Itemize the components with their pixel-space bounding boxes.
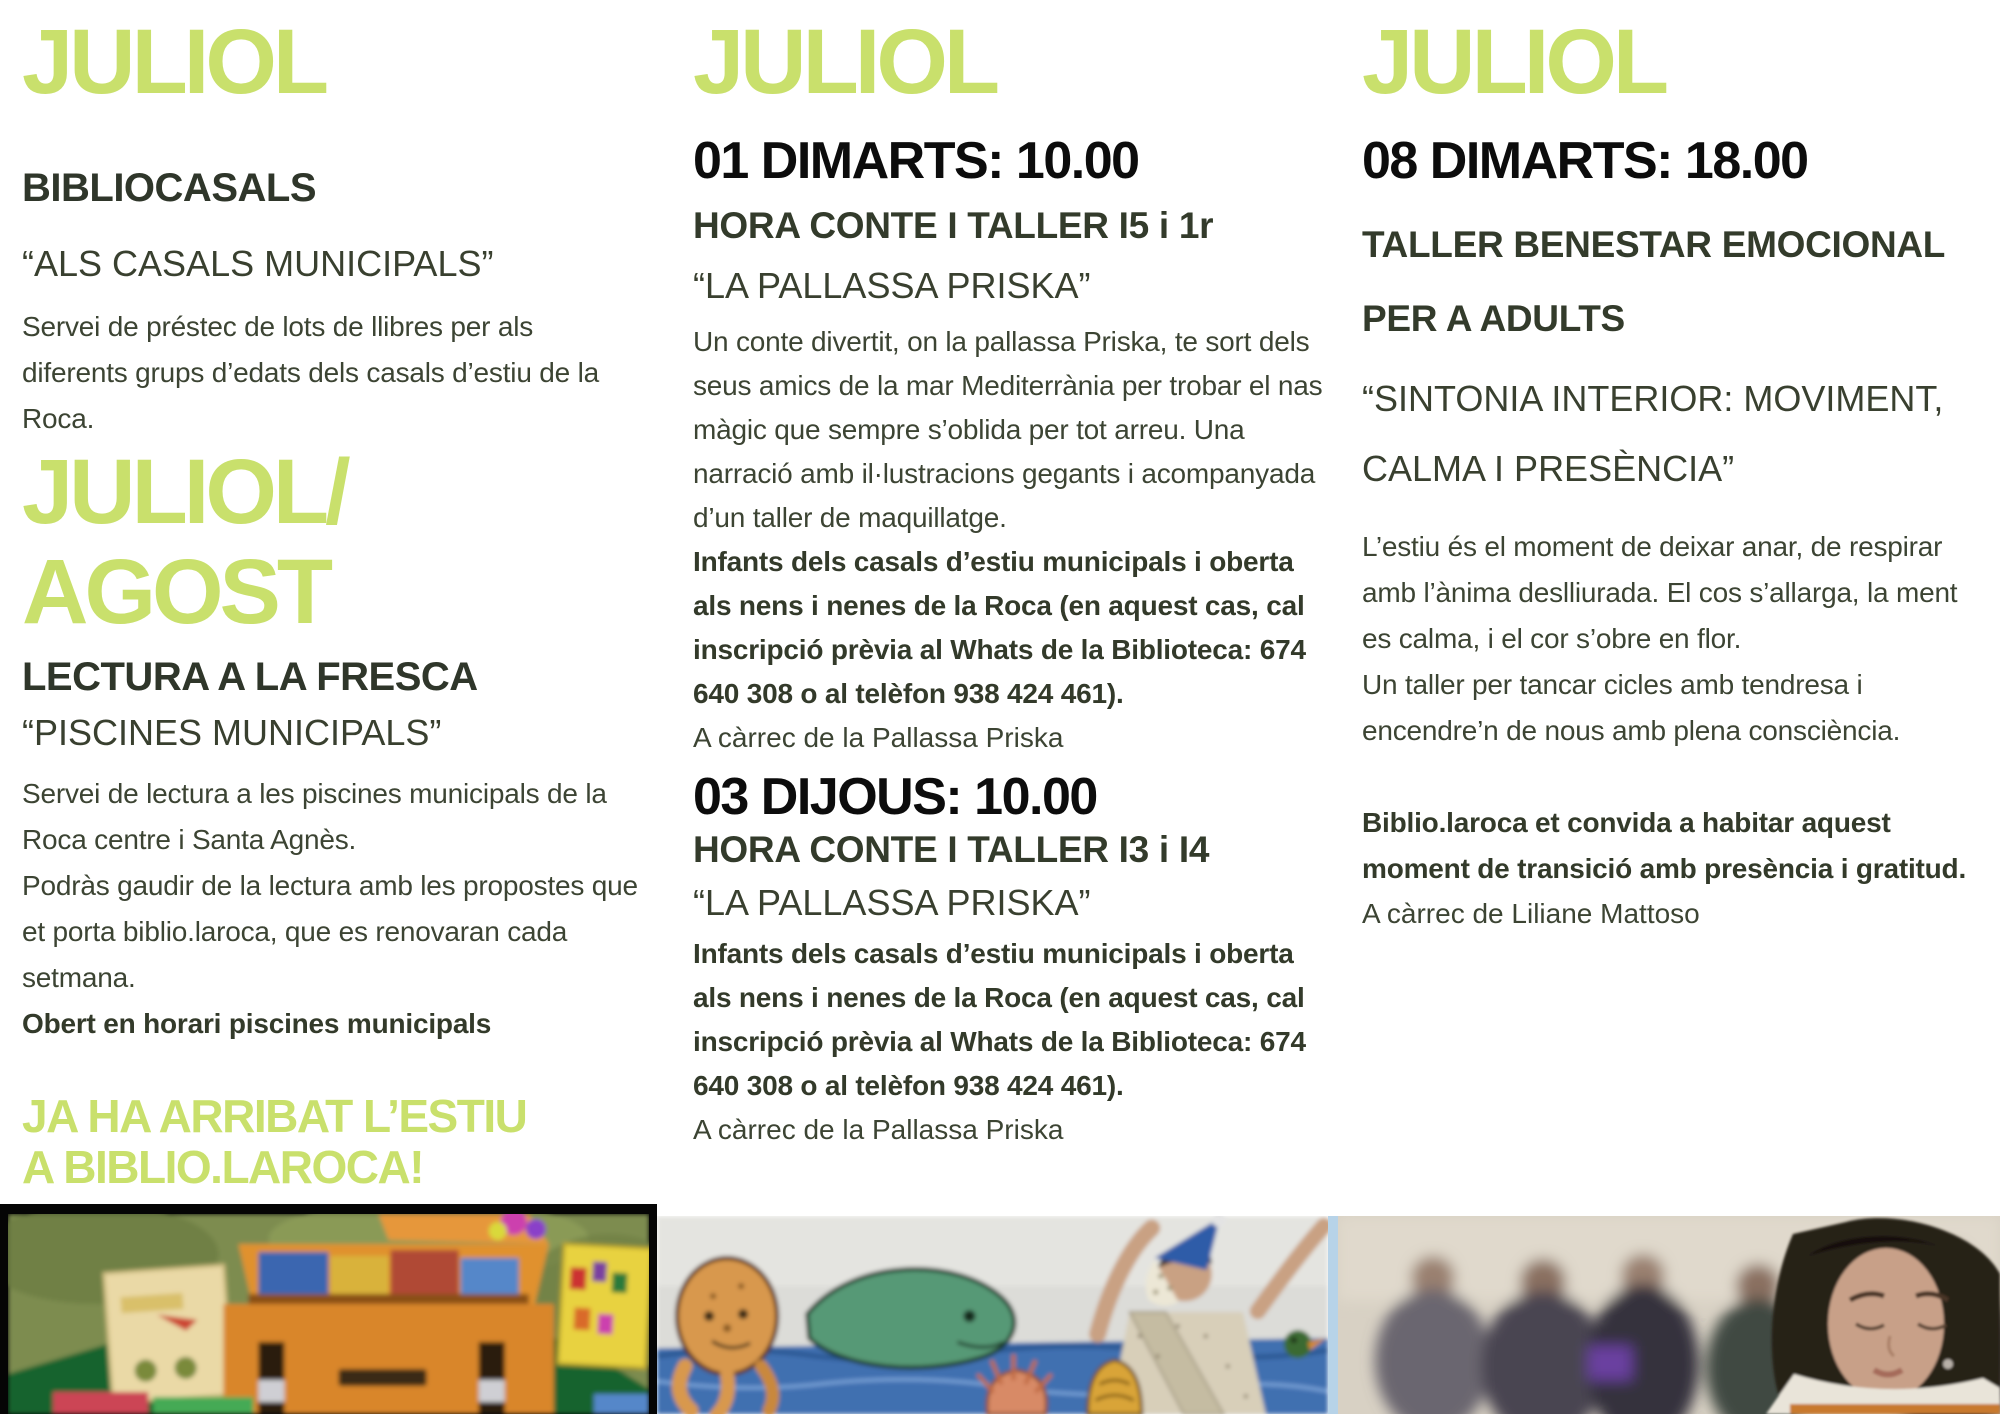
photo-taller-benestar <box>1328 1216 2000 1414</box>
photo-divider-stripe <box>1328 1216 1338 1414</box>
event-1-datetime: 01 DIMARTS: 10.00 <box>693 132 1139 191</box>
event-2-title: HORA CONTE I TALLER I3 i I4 <box>693 829 1210 871</box>
column-juliol-events-2 <box>1362 12 1982 936</box>
month-line-1: JULIOL/ <box>22 441 347 544</box>
event-3-description-1: L’estiu és el moment de deixar anar, de respirar amb l’ànima deslliurada. El cos s’allarga, la ment es calma, i el cor s’obre en flor. <box>1362 531 1958 655</box>
section-quote-als-casals: “ALS CASALS MUNICIPALS” <box>22 243 494 285</box>
books-box-grass-illustration <box>8 1214 649 1414</box>
month-heading-juliol-agost <box>22 442 642 643</box>
event-2-credit: A càrrec de la Pallassa Priska <box>693 1114 1064 1146</box>
photo-bibliocasals-books <box>0 1204 657 1414</box>
month-line-2: AGOST <box>22 541 330 644</box>
event-3-quote-line-2: CALMA I PRESÈNCIA” <box>1362 448 1735 490</box>
event-1-registration-info: Infants dels casals d’estiu municipals i oberta als nens i nenes de la Roca (en aquest cas, cal inscripció prèvia al Whats de la Biblioteca: 674 640 308 o al telèfon 938 424 461). <box>693 546 1306 710</box>
event-3-description-2: Un taller per tancar cicles amb tendresa i encendre’n de nous amb plena consciència. <box>1362 669 1901 747</box>
event-3-datetime: 08 DIMARTS: 18.00 <box>1362 132 1808 191</box>
month-heading: JULIOL <box>1362 11 1666 113</box>
section-body-bibliocasals: Servei de préstec de lots de llibres per als diferents grups d’edats dels casals d’estiu de la Roca. <box>22 311 599 435</box>
event-1-quote: “LA PALLASSA PRISKA” <box>693 265 1091 307</box>
event-2-registration-info: Infants dels casals d’estiu municipals i oberta als nens i nenes de la Roca (en aquest cas, cal inscripció prèvia al Whats de la Biblioteca: 674 640 308 o al telèfon 938 424 461). <box>693 938 1306 1102</box>
event-2-datetime: 03 DIJOUS: 10.00 <box>693 768 1097 827</box>
meditation-audience-illustration <box>1338 1216 2000 1414</box>
event-2-quote: “LA PALLASSA PRISKA” <box>693 881 1091 923</box>
month-heading: JULIOL <box>22 11 326 113</box>
event-3-quote <box>1362 364 1982 504</box>
photo-pallassa-priska <box>657 1216 1328 1414</box>
section-body-lectura-1: Servei de lectura a les piscines municipals de la Roca centre i Santa Agnès. <box>22 777 607 855</box>
section-quote-piscines: “PISCINES MUNICIPALS” <box>22 711 442 753</box>
column-juliol-events-1 <box>693 12 1338 1152</box>
section-bold-horari: Obert en horari piscines municipals <box>22 1007 492 1039</box>
event-1-description: Un conte divertit, on la pallassa Priska, te sort dels seus amics de la mar Mediterrània per trobar el nas màgic que sempre s’oblida per tot arreu. Una narració amb il·lustracions gegants i acompanyada d’un taller de maquillatge. <box>693 326 1323 534</box>
event-3-credit: A càrrec de Liliane Mattoso <box>1362 898 1700 930</box>
announcement-line-2: A BIBLIO.LAROCA! <box>22 1141 424 1194</box>
column-juliol-services <box>22 12 642 1194</box>
section-title-lectura-fresca: LECTURA A LA FRESCA <box>22 654 478 699</box>
section-title-bibliocasals: BIBLIOCASALS <box>22 166 316 211</box>
event-3-title-line-1: TALLER BENESTAR EMOCIONAL <box>1362 224 1946 266</box>
event-1-title: HORA CONTE I TALLER I5 i 1r <box>693 205 1214 247</box>
section-body-lectura-2: Podràs gaudir de la lectura amb les propostes que et porta biblio.laroca, que es renovaran cada setmana. <box>22 869 638 993</box>
event-3-quote-line-1: “SINTONIA INTERIOR: MOVIMENT, <box>1362 378 1944 420</box>
clown-sea-cutouts-illustration <box>657 1216 1328 1414</box>
event-3-invitation: Biblio.laroca et convida a habitar aquest moment de transició amb presència i gratitud. <box>1362 807 1967 885</box>
announcement-line-1: JA HA ARRIBAT L’ESTIU <box>22 1089 527 1142</box>
event-3-title <box>1362 208 1982 356</box>
month-heading: JULIOL <box>693 11 997 113</box>
summer-announcement <box>22 1091 642 1194</box>
event-3-title-line-2: PER A ADULTS <box>1362 298 1625 340</box>
event-1-credit: A càrrec de la Pallassa Priska <box>693 722 1064 754</box>
